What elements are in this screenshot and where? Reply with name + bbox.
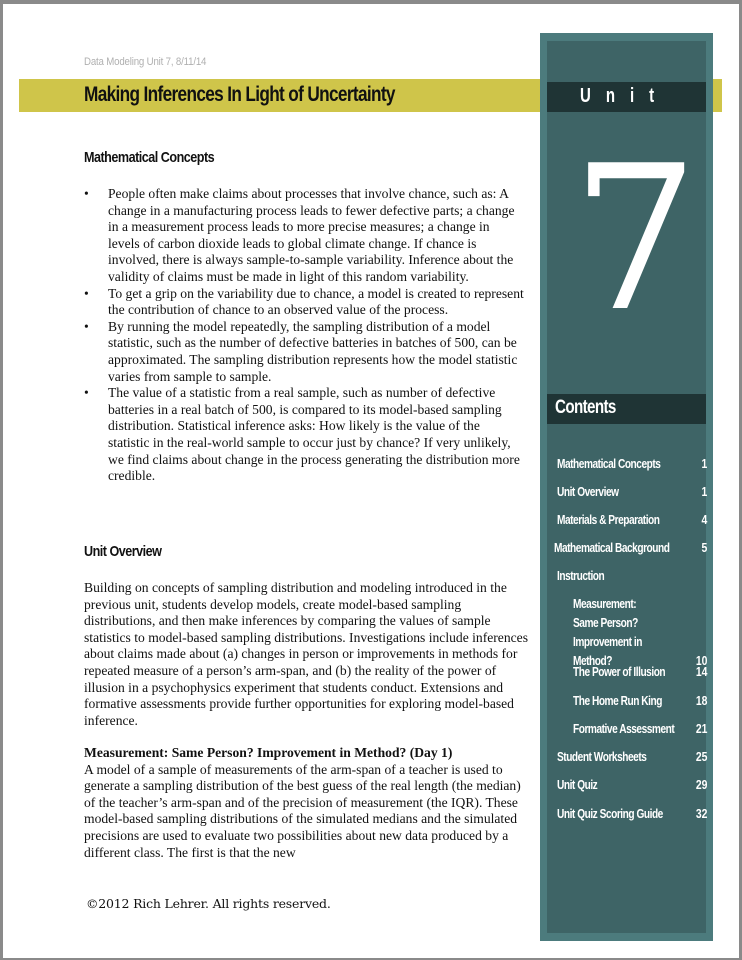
toc-item-unit-quiz[interactable] <box>557 775 707 794</box>
toc-label: Measurement: Same Person? Improvement in Method? <box>573 596 642 668</box>
toc-page-number: 14 <box>695 664 707 679</box>
toc-item-unit-overview[interactable] <box>557 482 707 501</box>
toc-item-mathematical-background[interactable] <box>554 538 707 557</box>
unit-label: Unit <box>580 85 670 107</box>
toc-label: Instruction <box>557 568 605 583</box>
bullet-icon: • <box>84 285 89 301</box>
toc-item-student-worksheets[interactable] <box>557 747 707 766</box>
toc-label: Materials & Preparation <box>557 512 660 527</box>
toc-page-number: 25 <box>695 749 707 764</box>
bullet-item <box>84 319 524 385</box>
unit-overview-paragraph: Building on concepts of sampling distribution and modeling introduced in the previous unit, students develop models, create model-based sampling distributions, and then make inferences by comparing the values of sample statistics to model-based sampling distributions. Investigations include inferences about claims made about (a) changes in person or improvements in methods for repeated measure of a person’s arm-span, and (b) the reality of the power of illusion in a psychophysics experiment that students conduct. Extensions and formative assessments provide further opportunities for exploring model-based inference. <box>84 580 528 728</box>
toc-item-materials-preparation[interactable] <box>557 510 707 529</box>
measurement-section <box>84 745 529 861</box>
section-heading-mathematical-concepts: Mathematical Concepts <box>84 149 215 166</box>
bullet-text: People often make claims about processes that involve chance, such as: A change in a manufacturing process leads to fewer defective parts; a change in a measurement process leads to more precise measures; a change in levels of carbon dioxide leads to global climate change. If chance is involved, there is always sample-to-sample variability. Inference about the validity of claims must be made in light of this random variability. <box>108 186 515 284</box>
bullet-text: By running the model repeatedly, the sampling distribution of a model statistic, such as the number of defective batteries in batches of 500, can be approximated. The sampling distribution represents how the model statistic varies from sample to sample. <box>108 318 518 384</box>
section-heading-unit-overview: Unit Overview <box>84 543 162 560</box>
bullet-item <box>84 385 524 485</box>
toc-item-measurement[interactable] <box>573 594 707 670</box>
toc-label: Mathematical Concepts <box>557 456 661 471</box>
document-title: Making Inferences In Light of Uncertainty <box>84 83 395 106</box>
toc-page-number: 29 <box>695 777 707 792</box>
toc-item-home-run-king[interactable] <box>573 691 707 710</box>
bullet-icon: • <box>84 186 89 201</box>
bullet-icon: • <box>84 385 89 401</box>
copyright-footer: ©2012 Rich Lehrer. All rights reserved. <box>86 896 331 911</box>
bullet-text: The value of a statistic from a real sample, such as number of defective batteries in a real batch of 500, is compared to its model-based sampling distribution. Statistical inference asks: How likely is the value of the statistic in the real-world sample to occur just by chance? If very unlikely, we find claims about change in the process generating the distribution more credible. <box>108 385 520 484</box>
toc-label: Unit Overview <box>557 484 619 499</box>
toc-page-number: 5 <box>701 540 707 555</box>
toc-page-number: 21 <box>695 721 707 736</box>
bullet-item <box>84 186 524 286</box>
toc-label: Unit Quiz Scoring Guide <box>557 806 663 821</box>
toc-item-formative-assessment[interactable] <box>573 719 707 738</box>
toc-item-mathematical-concepts[interactable] <box>557 454 707 473</box>
toc-page-number: 18 <box>695 693 707 708</box>
toc-page-number: 4 <box>701 512 707 527</box>
contents-heading: Contents <box>555 397 616 418</box>
concepts-bullet-list <box>84 186 524 485</box>
toc-label: The Power of Illusion <box>573 664 666 679</box>
toc-label: Mathematical Background <box>554 540 670 555</box>
toc-label: Formative Assessment <box>573 721 675 736</box>
measurement-paragraph: A model of a sample of measurements of the arm-span of a teacher is used to generate a sampling distribution of the best guess of the real length (the median) of the teacher’s arm-span and of the precision of measurement (the IQR). These model-based sampling distributions of the simulated medians and the simulated precisions are used to evaluate two possibilities about new data produced by a different class. The first is that the new <box>84 761 521 860</box>
measurement-subheading: Measurement: Same Person? Improvement in Method? (Day 1) <box>84 745 453 760</box>
toc-item-unit-quiz-scoring-guide[interactable] <box>557 804 707 823</box>
unit-number: 7 <box>571 123 699 356</box>
toc-page-number: 1 <box>701 484 707 499</box>
toc-label: Unit Quiz <box>557 777 598 792</box>
toc-page-number: 32 <box>695 806 707 821</box>
toc-item-instruction[interactable] <box>557 566 707 585</box>
toc-page-number: 1 <box>701 456 707 471</box>
bullet-icon: • <box>84 318 89 334</box>
toc-page-number: 10 <box>695 653 707 668</box>
running-head: Data Modeling Unit 7, 8/11/14 <box>84 56 207 68</box>
toc-label: Student Worksheets <box>557 749 647 764</box>
bullet-item <box>84 286 524 319</box>
bullet-text: To get a grip on the variability due to chance, a model is created to represent the contribution of chance to an observed value of the process. <box>108 285 524 318</box>
toc-label: The Home Run King <box>573 693 662 708</box>
toc-item-power-of-illusion[interactable] <box>573 662 707 681</box>
